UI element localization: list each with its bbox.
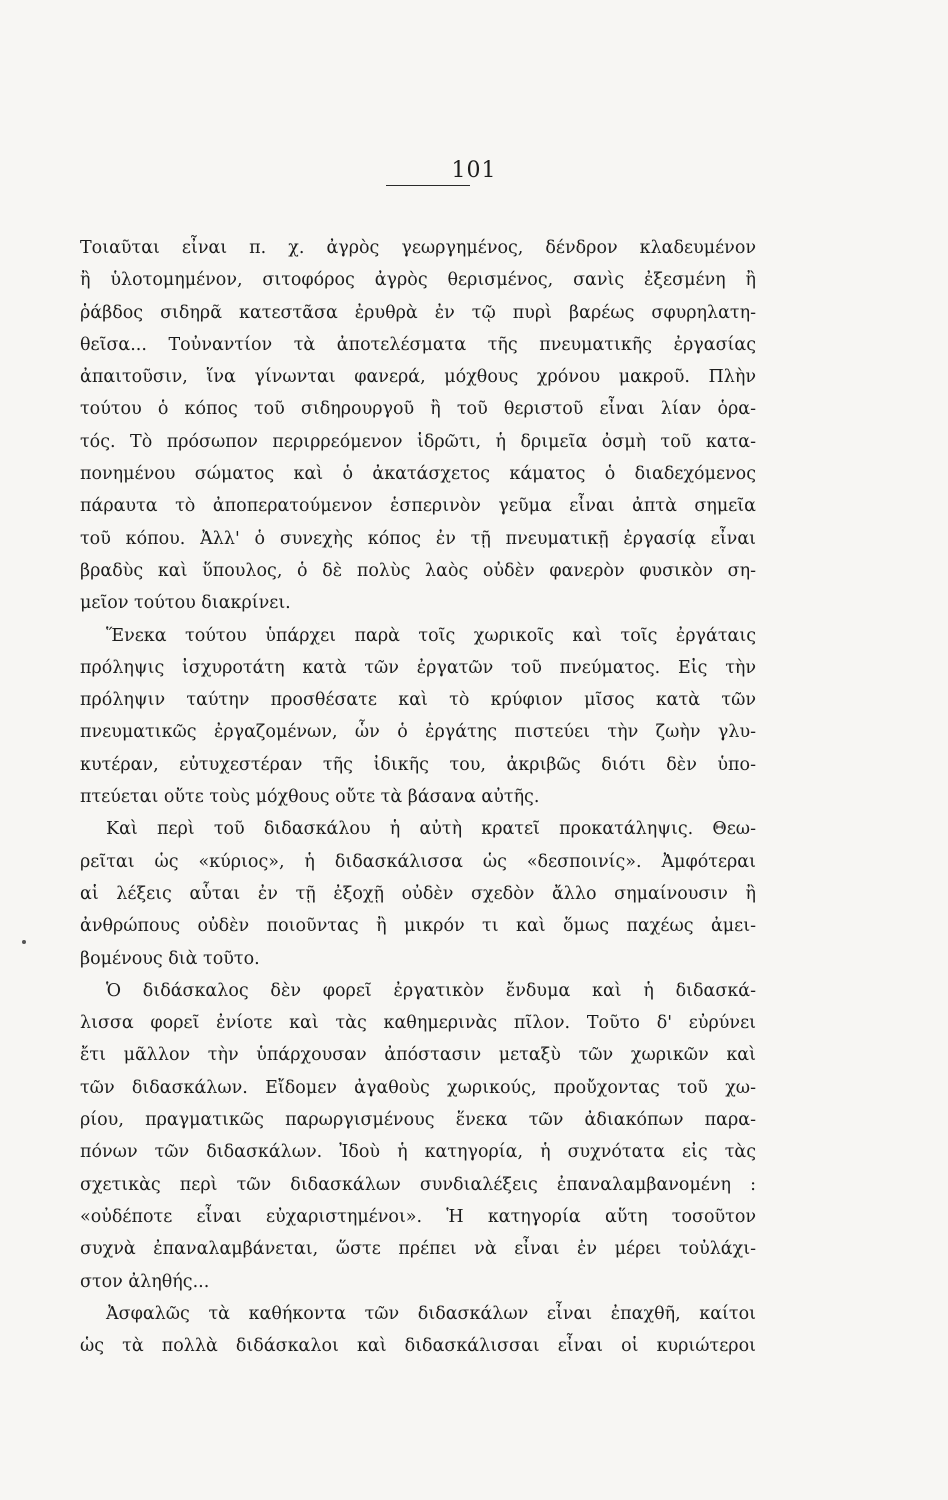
text-line: αἱ λέξεις αὗται ἐν τῇ ἐξοχῇ οὐδὲν σχεδὸν ἄλλο σημαίνουσιν ἢ: [80, 883, 756, 904]
text-line: ῥάβδος σιδηρᾶ κατεστᾶσα ἐρυθρὰ ἐν τῷ πυρὶ βαρέως σφυρηλατη-: [80, 302, 756, 323]
text-line: ρίου, πραγματικῶς παρωργισμένους ἕνεκα τῶν ἀδιακόπων παρα-: [80, 1110, 756, 1131]
text-line: πτεύεται οὔτε τοὺς μόχθους οὔτε τὰ βάσανα αὐτῆς.: [80, 787, 540, 808]
text-line: τός. Τὸ πρόσωπον περιρρεόμενον ἱδρῶτι, ἡ δριμεῖα ὀσμὴ τοῦ κατα-: [80, 431, 756, 452]
text-line: «οὐδέποτε εἶναι εὐχαριστημένοι». Ἡ κατηγορία αὕτη τοσοῦτον: [80, 1206, 756, 1227]
text-line: πάραυτα τὸ ἀποπερατούμενον ἑσπερινὸν γεῦμα εἶναι ἀπτὰ σημεῖα: [80, 496, 756, 517]
text-line: Ἀσφαλῶς τὰ καθήκοντα τῶν διδασκάλων εἶναι ἐπαχθῆ, καίτοι: [106, 1303, 756, 1324]
paragraph: [80, 975, 756, 1298]
text-line: τούτου ὁ κόπος τοῦ σιδηρουργοῦ ἢ τοῦ θεριστοῦ εἶναι λίαν ὁρα-: [80, 399, 756, 420]
text-line: στον ἀληθής...: [80, 1271, 210, 1292]
text-line: μεῖον τούτου διακρίνει.: [80, 593, 291, 614]
text-line: Καὶ περὶ τοῦ διδασκάλου ἡ αὐτὴ κρατεῖ προκατάληψις. Θεω-: [106, 819, 756, 840]
text-line: πονημένου σώματος καὶ ὁ ἀκατάσχετος κάματος ὁ διαδεχόμενος: [80, 464, 756, 485]
text-line: Τοιαῦται εἶναι π. χ. ἀγρὸς γεωργημένος, δένδρον κλαδευμένον: [80, 238, 756, 258]
text-line: συχνὰ ἐπαναλαμβάνεται, ὥστε πρέπει νὰ εἶναι ἐν μέρει τοὐλάχι-: [80, 1239, 756, 1260]
text-line: τῶν διδασκάλων. Εἴδομεν ἀγαθοὺς χωρικούς, προὔχοντας τοῦ χω-: [80, 1077, 756, 1098]
text-line: Ἕνεκα τούτου ὑπάρχει παρὰ τοῖς χωρικοῖς καὶ τοῖς ἐργάταις: [106, 625, 756, 646]
text-line: λισσα φορεῖ ἐνίοτε καὶ τὰς καθημερινὰς πῖλον. Τοῦτο δ' εὐρύνει: [80, 1013, 756, 1034]
paragraph: [80, 620, 756, 814]
text-line: βομένους διὰ τοῦτο.: [80, 948, 260, 969]
page-number-rule: [386, 185, 470, 186]
text-line: ἢ ὑλοτομημένον, σιτοφόρος ἀγρὸς θερισμένος, σανὶς ἐξεσμένη ἢ: [80, 270, 756, 291]
text-line: σχετικὰς περὶ τῶν διδασκάλων συνδιαλέξεις ἐπαναλαμβανομένη :: [80, 1174, 756, 1195]
text-line: ἀνθρώπους οὐδὲν ποιοῦντας ἢ μικρόν τι καὶ ὅμως παχέως ἀμει-: [80, 916, 756, 937]
text-line: πόνων τῶν διδασκάλων. Ἰδοὺ ἡ κατηγορία, ἡ συχνότατα εἰς τὰς: [80, 1142, 756, 1163]
text-line: κυτέραν, εὐτυχεστέραν τῆς ἰδικῆς του, ἀκριβῶς διότι δὲν ὑπο-: [80, 754, 756, 775]
text-line: τοῦ κόπου. Ἀλλ' ὁ συνεχὴς κόπος ἐν τῇ πνευματικῇ ἐργασίᾳ εἶναι: [80, 528, 756, 549]
text-line: πρόληψις ἰσχυροτάτη κατὰ τῶν ἐργατῶν τοῦ πνεύματος. Εἰς τὴν: [80, 657, 756, 678]
paragraph: [80, 232, 756, 620]
text-line: πνευματικῶς ἐργαζομένων, ὧν ὁ ἐργάτης πιστεύει τὴν ζωὴν γλυ-: [80, 722, 756, 743]
paragraph: [80, 1298, 756, 1363]
margin-mark: [22, 940, 26, 944]
paragraph: [80, 813, 756, 974]
text-line: ἔτι μᾶλλον τὴν ὑπάρχουσαν ἀπόστασιν μεταξὺ τῶν χωρικῶν καὶ: [80, 1045, 756, 1066]
text-line: ὡς τὰ πολλὰ διδάσκαλοι καὶ διδασκάλισσαι εἶναι οἱ κυριώτεροι: [80, 1336, 756, 1357]
text-line: βραδὺς καὶ ὕπουλος, ὁ δὲ πολὺς λαὸς οὐδὲν φανερὸν φυσικὸν ση-: [80, 560, 756, 581]
body-text: [80, 232, 756, 1362]
text-line: ἀπαιτοῦσιν, ἵνα γίνωνται φανερά, μόχθους χρόνου μακροῦ. Πλὴν: [80, 367, 756, 388]
text-line: θεῖσα... Τοὐναντίον τὰ ἀποτελέσματα τῆς πνευματικῆς ἐργασίας: [80, 334, 756, 355]
text-line: ρεῖται ὡς «κύριος», ἡ διδασκάλισσα ὡς «δεσποινίς». Ἀμφότεραι: [80, 851, 756, 872]
page-number: 101: [451, 158, 497, 183]
text-line: Ὁ διδάσκαλος δὲν φορεῖ ἐργατικὸν ἔνδυμα καὶ ἡ διδασκά-: [106, 980, 756, 1001]
text-line: πρόληψιν ταύτην προσθέσατε καὶ τὸ κρύφιον μῖσος κατὰ τῶν: [80, 690, 756, 711]
